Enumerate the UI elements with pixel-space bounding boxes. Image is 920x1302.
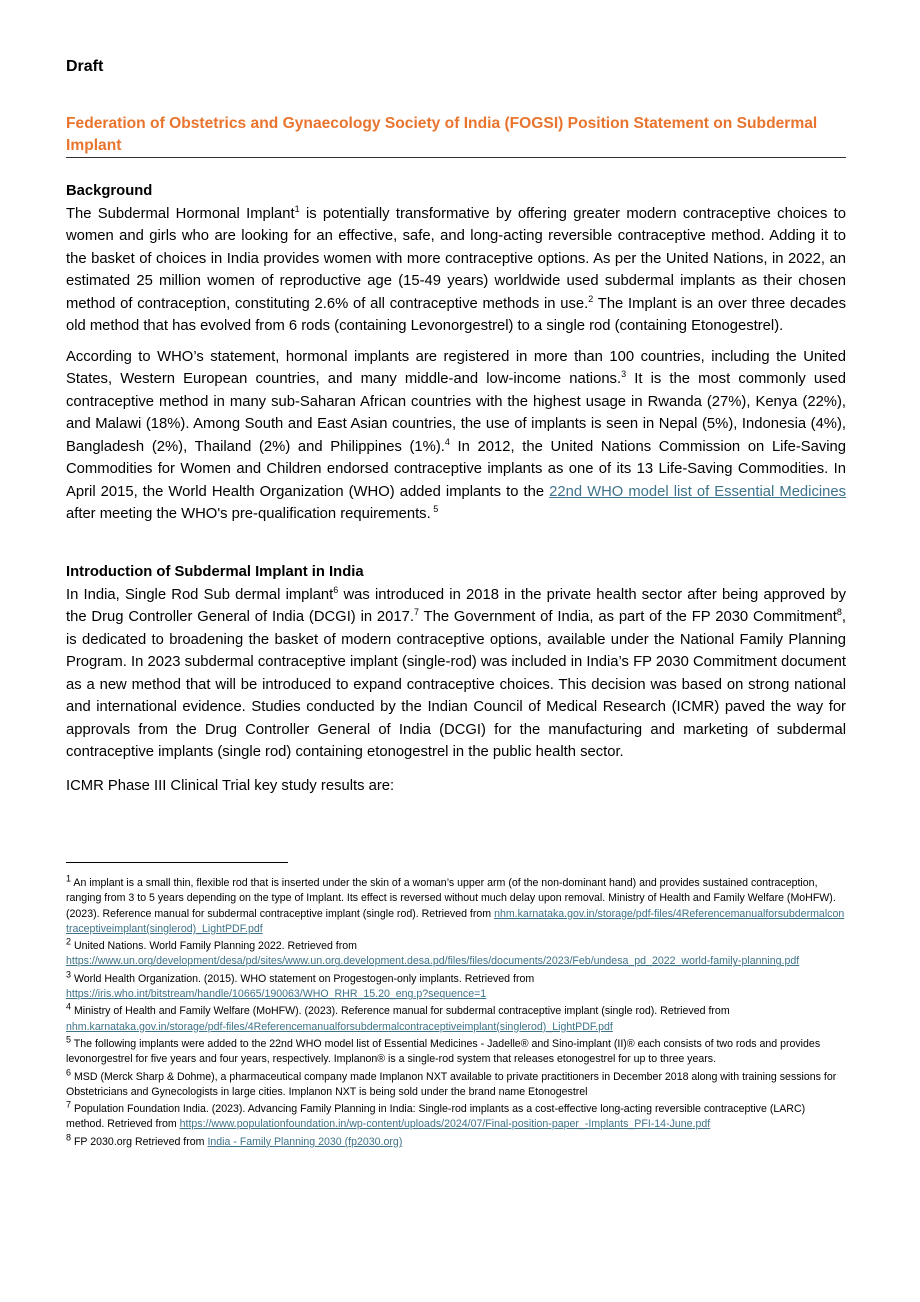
background-paragraph-1: The Subdermal Hormonal Implant$^1$ is potentially transformative by offering greater modern contraceptive choices to women and girls who are looking for an effective, safe, and long-acting reversible contraceptive method. Adding it to the basket of choices in India provides women with more contraceptive options. As per the United Nations, in 2022, an estimated 25 million women of reproductive age (15-49 years) worldwide used subdermal implants as their chosen method of contraception, constituting 2.6% of all contraceptive methods in use.$^2$ The Implant is an over three decades old method that has evolved from 6 rods (containing Levonorgestrel) to a single rod (containing Etonogestrel).: [66, 203, 846, 334]
footnote-3-link[interactable]: https://iris.who.int/bitstream/handle/10665/190063/WHO_RHR_15.20_eng.p?sequence=1: [66, 988, 487, 1001]
who-model-list-link[interactable]: 22nd WHO model list of Essential Medicines: [549, 483, 846, 500]
draft-label: Draft: [66, 58, 104, 75]
footnote-8: $^8$ FP 2030.org Retrieved from India - Family Planning 2030 (fp2030.org): [66, 1132, 403, 1148]
introduction-paragraph-2: ICMR Phase III Clinical Trial key study results are:: [66, 777, 395, 794]
footnote-4-link[interactable]: nhm.karnataka.gov.in/storage/pdf-files/4Referencemanualforsubdermalcontraceptiveimplant(singlerod)_LightPDF.pdf: [66, 1020, 613, 1033]
footnote-3: $^3$ World Health Organization. (2015). WHO statement on Progestogen-only implants. Retrieved from https://iris.who.int/bitstream/handle/10665/190063/WHO_RHR_15.20_eng.p?sequence=1: [66, 969, 535, 1001]
footnote-1: $^1$ An implant is a small thin, flexible rod that is inserted under the skin of a woman’s upper arm (of the non-dominant hand) and provides sustained contraception, ranging from 3 to 5 years depending on the type of Implant. Its effect is reversed without much delay upon removal. Ministry of Health and Family Welfare (MoHFW). (2023). Reference manual for subdermal contraceptive implant (single rod). Retrieved from nhm.karnataka.gov.in/storage/pdf-files/4Referencemanualforsubdermalcontraceptiveimplant(singlerod)_LightPDF.pdf: [66, 873, 845, 935]
footnote-4: $^4$ Ministry of Health and Family Welfare (MoHFW). (2023). Reference manual for subdermal contraceptive implant (single rod). Retrieved from nhm.karnataka.gov.in/storage/pdf-files/4Referencemanualforsubdermalcontraceptiveimplant(singlerod)_LightPDF.pdf: [66, 1001, 730, 1033]
footnote-ref-5[interactable]: 5: [430, 504, 439, 515]
footnote-6: $^6$ MSD (Merck Sharp & Dohme), a pharmaceutical company made Implanon NXT available to private practitioners in December 2018 along with training sessions for Obstetricians and Gynecologists in large cities. Implanon NXT is being sold under the brand name Etonogestrel: [66, 1067, 837, 1098]
footnote-ref-7[interactable]: 7: [413, 607, 419, 618]
footnote-2-link[interactable]: https://www.un.org/development/desa/pd/sites/www.un.org.development.desa.pd/files/files/documents/2023/Feb/undesa_pd_2022_world-family-planning.pdf: [66, 955, 800, 968]
footnote-2: $^2$ United Nations. World Family Planning 2022. Retrieved from https://www.un.org/development/desa/pd/sites/www.un.org.development.desa.pd/files/files/documents/2023/Feb/undesa_pd_2022_world-family-planning.pdf: [66, 936, 800, 968]
introduction-section: [66, 561, 846, 797]
footnote-separator: [66, 862, 288, 863]
footnote-ref-3[interactable]: 3: [621, 369, 627, 380]
footnote-7-link[interactable]: https://www.populationfoundation.in/wp-content/uploads/2024/07/Final-position-paper_-Implants_PFI-14-June.pdf: [179, 1118, 711, 1131]
background-paragraph-2: According to WHO’s statement, hormonal implants are registered in more than 100 countries, including the United States, Western European countries, and many middle-and low-income nations.$^3$ It is the most commonly used contraceptive method in many sub-Saharan African countries with the highest usage in Rwanda (27%), Kenya (22%), and Malawi (18%). Among South and East Asian countries, the use of implants is seen in Nepal (5%), Indonesia (4%), Bangladesh (2%), Thailand (2%) and Philippines (1%).$^4$ In 2012, the United Nations Commission on Life-Saving Commodities for Women and Children endorsed contraceptive implants as one of its 13 Life-Saving Commodities. In April 2015, the World Health Organization (WHO) added implants to the 22nd WHO model list of Essential Medicines after meeting the WHO's pre-qualification requirements. $^5$: [66, 348, 846, 522]
footnote-1-link[interactable]: nhm.karnataka.gov.in/storage/pdf-files/4Referencemanualforsubdermalcontraceptiveimplant(singlerod)_LightPDF.pdf: [66, 907, 845, 935]
background-section: [66, 180, 846, 526]
footnote-ref-8[interactable]: 8: [836, 607, 842, 618]
document-title: Federation of Obstetrics and Gynaecology Society of India (FOGSI) Position Statement on Subdermal Implant: [66, 115, 818, 154]
footnote-ref-1[interactable]: 1: [294, 203, 300, 214]
footnote-ref-2[interactable]: 2: [588, 293, 594, 304]
footnotes: [66, 873, 846, 1152]
title-divider: [66, 157, 846, 158]
introduction-paragraph-1: In India, Single Rod Sub dermal implant$^6$ was introduced in 2018 in the private health sector after being approved by the Drug Controller General of India (DCGI) in 2017.$^7$ The Government of India, as part of the FP 2030 Commitment$^8$, is dedicated to broadening the basket of modern contraceptive options, available under the National Family Planning Program. In 2023 subdermal contraceptive implant (single-rod) was included in India’s FP 2030 Commitment document as a new method that will be introduced to expand contraceptive choices. This decision was based on strong national and international evidence. Studies conducted by the Indian Council of Medical Research (ICMR) paved the way for approvals from the Drug Controller General of India (DCGI) for the manufacturing and marketing of subdermal contraceptive implants (single rod) containing etonogestrel in the public health sector.: [66, 584, 846, 760]
footnote-ref-4[interactable]: 4: [444, 436, 450, 447]
section-heading-introduction: Introduction of Subdermal Implant in India: [66, 564, 364, 580]
footnote-7: $^7$ Population Foundation India. (2023). Advancing Family Planning in India: Single-rod implants as a cost-effective long-acting reversible contraceptive (LARC) method. Retrieved from https://www.populationfoundation.in/wp-content/uploads/2024/07/Final-position-paper_-Implants_PFI-14-June.pdf: [66, 1099, 806, 1131]
footnote-ref-6[interactable]: 6: [333, 584, 339, 595]
footnote-5: $^5$ The following implants were added to the 22nd WHO model list of Essential Medicines - Jadelle® and Sino-implant (II)® each consists of two rods and provides levonorgestrel for five years and four years, respectively. Implanon® is a single-rod system that releases etonogestrel for up to three years.: [66, 1034, 821, 1066]
footnote-8-link[interactable]: India - Family Planning 2030 (fp2030.org): [207, 1135, 403, 1148]
section-heading-background: Background: [66, 183, 153, 199]
